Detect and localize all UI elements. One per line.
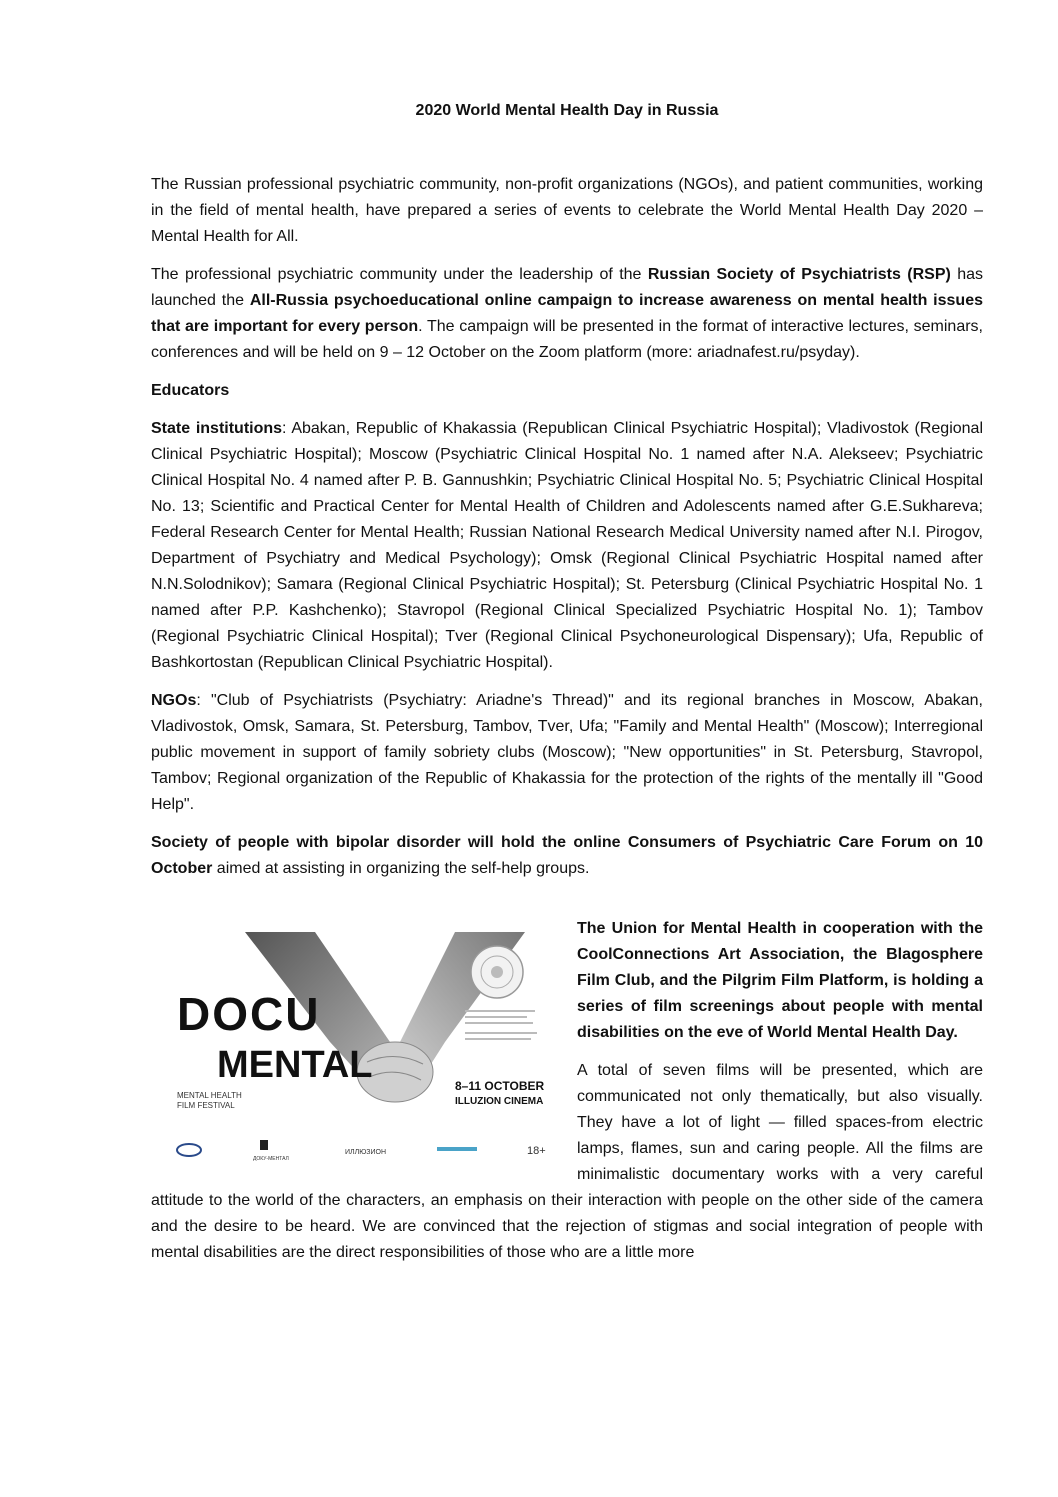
poster-logo-illuzion: ИЛЛЮЗИОН bbox=[345, 1149, 387, 1156]
ngos-paragraph bbox=[151, 688, 983, 818]
poster-mental: MENTAL bbox=[217, 1044, 373, 1086]
documental-poster-image bbox=[155, 932, 555, 1172]
poster-age: 18+ bbox=[527, 1145, 546, 1157]
intro-paragraph: The Russian professional psychiatric community, non-profit organizations (NGOs), and patient communities, working in the field of mental health, have prepared a series of events to celebrate the World Mental Health Day 2020 – Mental Health for All. bbox=[151, 176, 983, 245]
partner-logo-icon bbox=[437, 1147, 477, 1151]
document-title: 2020 World Mental Health Day in Russia bbox=[415, 102, 719, 119]
rsp-campaign: All-Russia psychoeducational online campaign to increase awareness on mental health issues that are important for every person bbox=[151, 292, 983, 335]
state-institutions-paragraph bbox=[151, 416, 983, 676]
poster-venue: ILLUZION CINEMA bbox=[455, 1096, 544, 1107]
ngos-label: NGOs bbox=[151, 692, 197, 709]
bipolar-paragraph bbox=[151, 830, 983, 882]
rsp-text-c: has launched the bbox=[151, 266, 984, 309]
rsp-text-a: The professional psychiatric community under the leadership of the bbox=[151, 266, 648, 283]
poster-festival-line2: FILM FESTIVAL bbox=[177, 1101, 235, 1110]
poster-logo-docu: ДОКУ-МЕНТАЛ bbox=[253, 1156, 289, 1162]
poster-festival-line1: MENTAL HEALTH bbox=[177, 1091, 242, 1100]
poster-docu: DOCU bbox=[177, 988, 321, 1040]
docu-logo-icon bbox=[260, 1140, 268, 1150]
films-paragraph: A total of seven films will be presented, which are communicated not only thematically, but also visually. They have a lot of light — filled spaces-from electric lamps, flames, sun and caring people. All the films are minimalistic documentary works with a very careful attitude to the world of the characters, an emphasis on their interaction with people on the other side of the camera and the desire to be heard. We are convinced that the rejection of stigmas and social integration of people with mental disabilities are the direct responsibilities of those who are a little more bbox=[151, 1062, 983, 1261]
educators-heading: Educators bbox=[151, 382, 230, 399]
rsp-text-e: . The campaign will be presented in the format of interactive lectures, seminars, conferences and will be held on 9 – 12 October on the Zoom platform (more: ariadnafest.ru/psyday). bbox=[151, 318, 984, 361]
state-institutions-text: : Abakan, Republic of Khakassia (Republican Clinical Psychiatric Hospital); Vladivostok (Regional Clinical Psychiatric Hospital); Moscow (Psychiatric Clinical Hospital No. 1 named after N.A. Alekseev; Psychiatric Clinical Hospital No. 4 named after P. B. Gannushkin; Psychiatric Clinical Hospital No. 5; Psychiatric Clinical Hospital No. 13; Scientific and Practical Center for Mental Health of Children and Adolescents named after G.E.Sukhareva; Federal Research Center for Mental Health; Russian National Research Medical University named after N.I. Pirogov, Department of Psychiatry and Medical Psychology); Omsk (Regional Clinical Psychiatric Hospital named after N.N.Solodnikov); Samara (Regional Clinical Psychiatric Hospital); St. Petersburg (Clinical Psychiatric Hospital No. 1 named after P.P. Kashchenko); Stavropol (Regional Clinical Specialized Psychiatric Hospital No. 1); Tambov (Regional Psychiatric Clinical Hospital); Tver (Regional Clinical Psychoneurological Dispensary); Ufa, Republic of Bashkortostan (Republican Clinical Psychiatric Hospital). bbox=[151, 420, 983, 671]
rsp-paragraph bbox=[151, 262, 983, 366]
bipolar-bold: Society of people with bipolar disorder will hold the online Consumers of Psychiatric Care Forum on 10 October bbox=[151, 834, 983, 877]
poster-dates: 8–11 OCTOBER bbox=[455, 1079, 545, 1093]
ngos-text: : "Club of Psychiatrists (Psychiatry: Ariadne's Thread)" and its regional branches in Moscow, Abakan, Vladivostok, Omsk, Samara, St. Petersburg, Tambov, Tver, Ufa; "Family and Mental Health" (Moscow); Interregional public movement in support of family sobriety clubs (Moscow); "New opportunities" in St. Petersburg, Stavropol, Tambov; Regional organization of the Republic of Khakassia for the protection of the rights of the mentally ill "Good Help". bbox=[151, 692, 983, 813]
document-page bbox=[151, 90, 983, 1278]
union-bold: The Union for Mental Health in cooperation with the CoolConnections Art Association, the Blagosphere Film Club, and the Pilgrim Film Platform, is holding a series of film screenings about people with mental disabilities on the eve of World Mental Health Day. bbox=[577, 920, 983, 1041]
state-institutions-label: State institutions bbox=[151, 420, 283, 437]
bipolar-rest: aimed at assisting in organizing the self-help groups. bbox=[212, 860, 590, 877]
sponsor-logo-icon bbox=[177, 1144, 201, 1156]
rsp-name: Russian Society of Psychiatrists (RSP) bbox=[647, 266, 951, 283]
